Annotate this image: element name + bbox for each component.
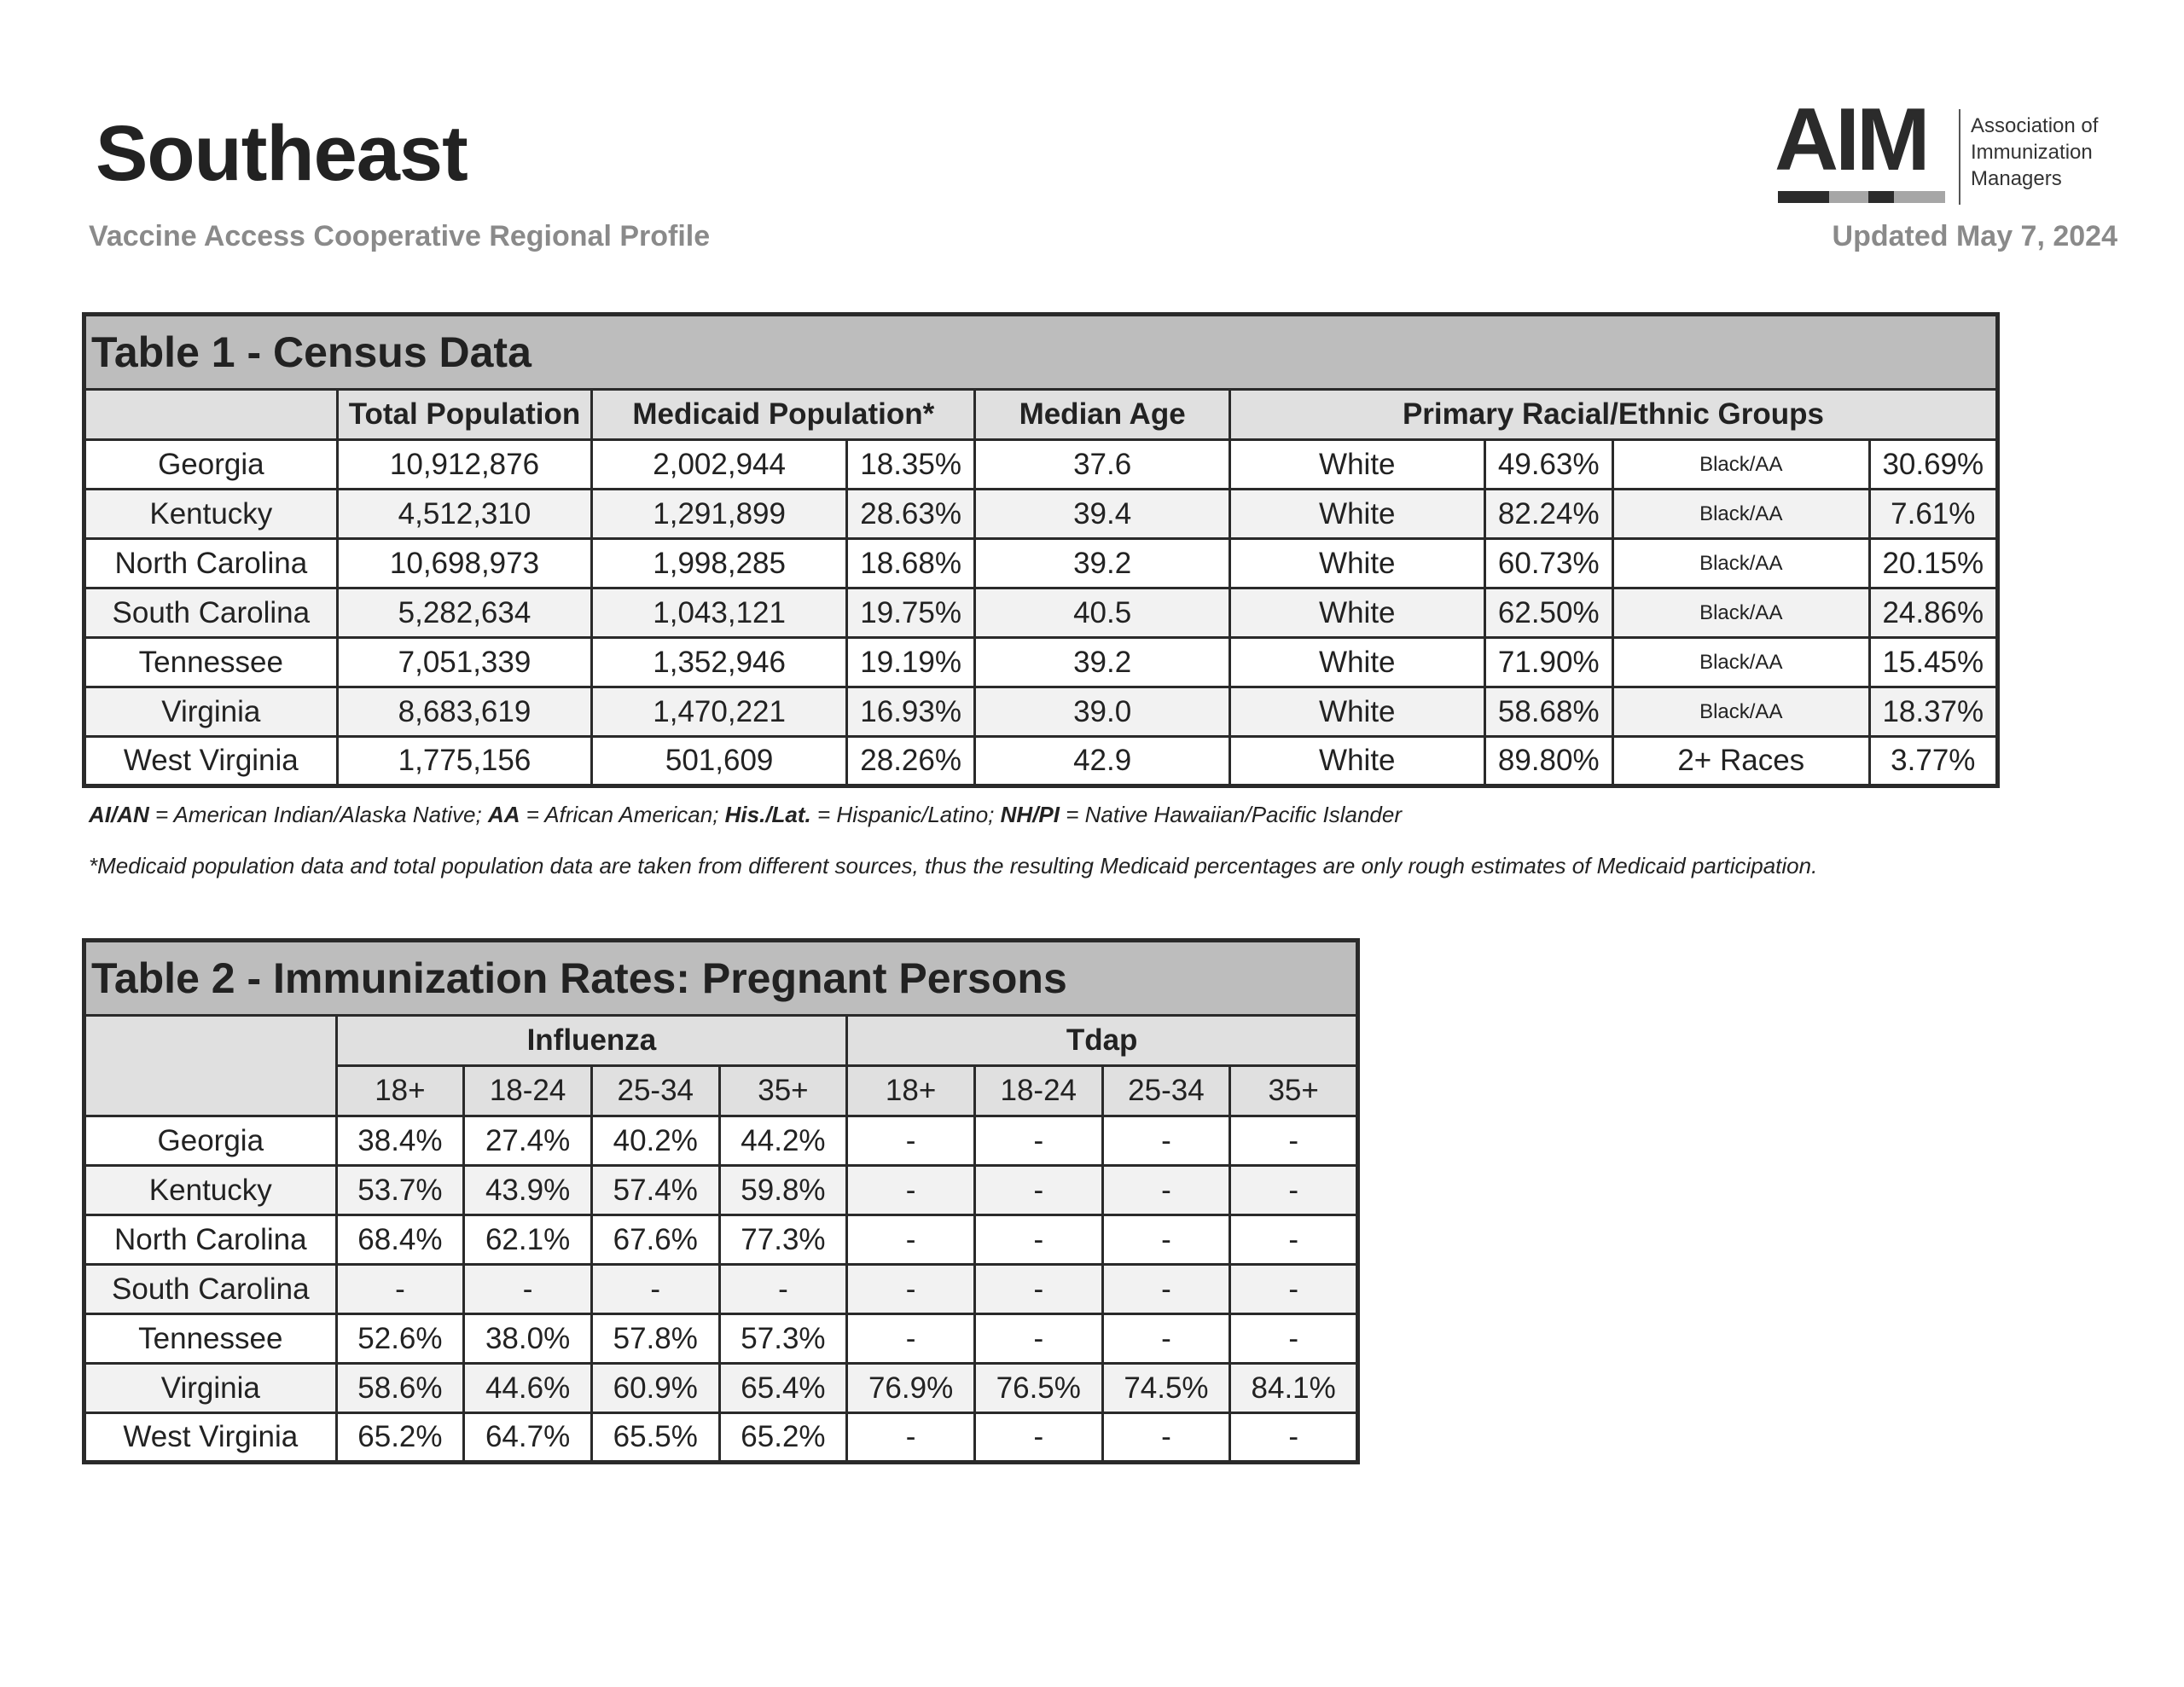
medicaid-population-cell: 1,291,899 xyxy=(592,490,847,539)
influenza-cell: 53.7% xyxy=(336,1166,464,1215)
table-row xyxy=(84,1364,1358,1413)
table-row xyxy=(84,1116,1358,1166)
table-row xyxy=(84,687,1998,737)
group2-percent-cell: 15.45% xyxy=(1869,638,1997,687)
influenza-cell: 77.3% xyxy=(719,1215,847,1265)
census-table-title: Table 1 - Census Data xyxy=(84,315,1998,390)
census-table xyxy=(82,312,2000,788)
medicaid-percent-cell: 28.63% xyxy=(846,490,974,539)
table-row xyxy=(84,737,1998,786)
total-population-cell: 1,775,156 xyxy=(337,737,592,786)
influenza-cell: 52.6% xyxy=(336,1314,464,1364)
legend-abbr: AI/AN xyxy=(89,802,149,827)
group2-percent-cell: 24.86% xyxy=(1869,588,1997,638)
influenza-cell: 44.6% xyxy=(464,1364,592,1413)
influenza-cell: 68.4% xyxy=(336,1215,464,1265)
influenza-cell: 65.5% xyxy=(591,1413,719,1463)
median-age-cell: 37.6 xyxy=(975,440,1230,490)
influenza-cell: 67.6% xyxy=(591,1215,719,1265)
age-group-header: 35+ xyxy=(1230,1066,1358,1116)
group2-percent-cell: 7.61% xyxy=(1869,490,1997,539)
medicaid-percent-cell: 18.35% xyxy=(846,440,974,490)
logo-letters: AIM xyxy=(1774,90,1927,189)
influenza-cell: 57.4% xyxy=(591,1166,719,1215)
group1-percent-cell: 60.73% xyxy=(1484,539,1612,588)
logo-text-line: Managers xyxy=(1971,167,2062,190)
age-group-header: 25-34 xyxy=(591,1066,719,1116)
medicaid-percent-cell: 18.68% xyxy=(846,539,974,588)
age-group-header: 35+ xyxy=(719,1066,847,1116)
tdap-cell: - xyxy=(1102,1413,1230,1463)
logo-bar-segment xyxy=(1894,191,1945,203)
age-group-header: 18-24 xyxy=(464,1066,592,1116)
state-cell: West Virginia xyxy=(84,737,338,786)
state-cell: Tennessee xyxy=(84,638,338,687)
table-row xyxy=(84,1413,1358,1463)
influenza-cell: 65.2% xyxy=(336,1413,464,1463)
group1-percent-cell: 71.90% xyxy=(1484,638,1612,687)
tdap-cell: - xyxy=(974,1215,1102,1265)
group2-cell: Black/AA xyxy=(1612,638,1869,687)
logo-text-line: Immunization xyxy=(1971,141,2093,164)
updated-date: Updated May 7, 2024 xyxy=(1832,220,2117,252)
influenza-cell: 64.7% xyxy=(464,1413,592,1463)
tdap-cell: - xyxy=(974,1413,1102,1463)
table-row xyxy=(84,440,1998,490)
table-row xyxy=(84,1265,1358,1314)
legend-def: = Hispanic/Latino; xyxy=(810,802,1001,827)
group1-cell: White xyxy=(1229,588,1484,638)
age-group-header: 18-24 xyxy=(974,1066,1102,1116)
census-header-total-population: Total Population xyxy=(337,390,592,440)
median-age-cell: 39.2 xyxy=(975,539,1230,588)
influenza-cell: 38.0% xyxy=(464,1314,592,1364)
tdap-cell: - xyxy=(974,1265,1102,1314)
influenza-cell: 44.2% xyxy=(719,1116,847,1166)
group1-cell: White xyxy=(1229,539,1484,588)
table-row xyxy=(84,588,1998,638)
state-cell: North Carolina xyxy=(84,1215,337,1265)
influenza-cell: 27.4% xyxy=(464,1116,592,1166)
immunization-table-title: Table 2 - Immunization Rates: Pregnant Persons xyxy=(84,941,1358,1016)
medicaid-percent-cell: 19.19% xyxy=(846,638,974,687)
medicaid-percent-cell: 16.93% xyxy=(846,687,974,737)
total-population-cell: 8,683,619 xyxy=(337,687,592,737)
group2-cell: Black/AA xyxy=(1612,539,1869,588)
age-group-header: 25-34 xyxy=(1102,1066,1230,1116)
state-cell: Tennessee xyxy=(84,1314,337,1364)
influenza-cell: - xyxy=(591,1265,719,1314)
tdap-cell: - xyxy=(1102,1116,1230,1166)
logo-divider xyxy=(1959,109,1960,205)
influenza-cell: 65.2% xyxy=(719,1413,847,1463)
state-cell: Kentucky xyxy=(84,1166,337,1215)
tdap-cell: - xyxy=(1102,1314,1230,1364)
group1-cell: White xyxy=(1229,737,1484,786)
group2-cell: Black/AA xyxy=(1612,490,1869,539)
logo-text-line: Association of xyxy=(1971,114,2099,137)
table-row xyxy=(84,539,1998,588)
total-population-cell: 4,512,310 xyxy=(337,490,592,539)
logo-bar-segment xyxy=(1868,191,1894,203)
table-row xyxy=(84,490,1998,539)
tdap-cell: 76.9% xyxy=(847,1364,975,1413)
state-cell: South Carolina xyxy=(84,588,338,638)
median-age-cell: 39.2 xyxy=(975,638,1230,687)
page-subtitle: Vaccine Access Cooperative Regional Profile xyxy=(89,220,711,252)
tdap-cell: - xyxy=(847,1215,975,1265)
tdap-cell: 74.5% xyxy=(1102,1364,1230,1413)
tdap-cell: - xyxy=(1102,1166,1230,1215)
group2-percent-cell: 20.15% xyxy=(1869,539,1997,588)
state-cell: North Carolina xyxy=(84,539,338,588)
influenza-cell: 57.3% xyxy=(719,1314,847,1364)
group1-percent-cell: 49.63% xyxy=(1484,440,1612,490)
census-header-median-age: Median Age xyxy=(975,390,1230,440)
state-cell: Georgia xyxy=(84,1116,337,1166)
total-population-cell: 7,051,339 xyxy=(337,638,592,687)
state-cell: Kentucky xyxy=(84,490,338,539)
group1-cell: White xyxy=(1229,490,1484,539)
census-header-racial-groups: Primary Racial/Ethnic Groups xyxy=(1229,390,1997,440)
tdap-cell: 84.1% xyxy=(1230,1364,1358,1413)
legend-def: = Native Hawaiian/Pacific Islander xyxy=(1059,802,1403,827)
logo-bar-segment xyxy=(1778,191,1829,203)
influenza-cell: 38.4% xyxy=(336,1116,464,1166)
median-age-cell: 40.5 xyxy=(975,588,1230,638)
tdap-cell: - xyxy=(1230,1314,1358,1364)
tdap-cell: - xyxy=(847,1413,975,1463)
tdap-cell: - xyxy=(847,1116,975,1166)
logo-bar-segment xyxy=(1829,191,1868,203)
medicaid-population-cell: 1,352,946 xyxy=(592,638,847,687)
group2-cell: Black/AA xyxy=(1612,588,1869,638)
state-cell: Georgia xyxy=(84,440,338,490)
immunization-table xyxy=(82,938,1360,1464)
influenza-cell: 62.1% xyxy=(464,1215,592,1265)
tdap-header: Tdap xyxy=(847,1016,1358,1066)
logo-text xyxy=(1971,113,2098,192)
legend-def: = African American; xyxy=(520,802,725,827)
influenza-cell: 57.8% xyxy=(591,1314,719,1364)
influenza-cell: 43.9% xyxy=(464,1166,592,1215)
medicaid-percent-cell: 28.26% xyxy=(846,737,974,786)
tdap-cell: - xyxy=(1230,1215,1358,1265)
medicaid-population-cell: 2,002,944 xyxy=(592,440,847,490)
group2-percent-cell: 30.69% xyxy=(1869,440,1997,490)
median-age-cell: 39.0 xyxy=(975,687,1230,737)
group2-cell: Black/AA xyxy=(1612,687,1869,737)
influenza-cell: - xyxy=(719,1265,847,1314)
group1-percent-cell: 62.50% xyxy=(1484,588,1612,638)
table-row xyxy=(84,638,1998,687)
medicaid-footnote: *Medicaid population data and total population data are taken from different sources, thus the resulting Medicaid percentages are only rough estimates of Medicaid participation. xyxy=(89,853,1818,878)
aim-logo xyxy=(1774,90,2124,208)
group1-percent-cell: 82.24% xyxy=(1484,490,1612,539)
group1-cell: White xyxy=(1229,440,1484,490)
legend-abbr: His./Lat. xyxy=(724,802,811,827)
medicaid-percent-cell: 19.75% xyxy=(846,588,974,638)
tdap-cell: - xyxy=(847,1166,975,1215)
tdap-cell: - xyxy=(1230,1166,1358,1215)
influenza-cell: - xyxy=(336,1265,464,1314)
tdap-cell: - xyxy=(974,1166,1102,1215)
legend-abbr: NH/PI xyxy=(1000,802,1060,827)
tdap-cell: - xyxy=(1230,1413,1358,1463)
median-age-cell: 42.9 xyxy=(975,737,1230,786)
group2-cell: 2+ Races xyxy=(1612,737,1869,786)
group1-percent-cell: 58.68% xyxy=(1484,687,1612,737)
total-population-cell: 10,698,973 xyxy=(337,539,592,588)
immunization-header-state xyxy=(84,1016,337,1116)
influenza-cell: - xyxy=(464,1265,592,1314)
table-row xyxy=(84,1314,1358,1364)
state-cell: Virginia xyxy=(84,1364,337,1413)
tdap-cell: 76.5% xyxy=(974,1364,1102,1413)
legend-def: = American Indian/Alaska Native; xyxy=(148,802,488,827)
tdap-cell: - xyxy=(1230,1116,1358,1166)
medicaid-population-cell: 501,609 xyxy=(592,737,847,786)
age-group-header: 18+ xyxy=(847,1066,975,1116)
age-group-header: 18+ xyxy=(336,1066,464,1116)
state-cell: Virginia xyxy=(84,687,338,737)
group1-percent-cell: 89.80% xyxy=(1484,737,1612,786)
tdap-cell: - xyxy=(847,1314,975,1364)
table-row xyxy=(84,1215,1358,1265)
page-title: Southeast xyxy=(96,110,468,197)
medicaid-population-cell: 1,998,285 xyxy=(592,539,847,588)
influenza-cell: 60.9% xyxy=(591,1364,719,1413)
table-row xyxy=(84,1166,1358,1215)
influenza-cell: 40.2% xyxy=(591,1116,719,1166)
median-age-cell: 39.4 xyxy=(975,490,1230,539)
tdap-cell: - xyxy=(1102,1215,1230,1265)
group1-cell: White xyxy=(1229,638,1484,687)
state-cell: South Carolina xyxy=(84,1265,337,1314)
abbreviation-legend xyxy=(89,802,1402,828)
group2-percent-cell: 3.77% xyxy=(1869,737,1997,786)
group2-percent-cell: 18.37% xyxy=(1869,687,1997,737)
influenza-header: Influenza xyxy=(336,1016,847,1066)
tdap-cell: - xyxy=(1102,1265,1230,1314)
census-header-medicaid: Medicaid Population* xyxy=(592,390,975,440)
total-population-cell: 5,282,634 xyxy=(337,588,592,638)
tdap-cell: - xyxy=(974,1314,1102,1364)
influenza-cell: 59.8% xyxy=(719,1166,847,1215)
tdap-cell: - xyxy=(1230,1265,1358,1314)
tdap-cell: - xyxy=(974,1116,1102,1166)
medicaid-population-cell: 1,470,221 xyxy=(592,687,847,737)
influenza-cell: 65.4% xyxy=(719,1364,847,1413)
total-population-cell: 10,912,876 xyxy=(337,440,592,490)
group2-cell: Black/AA xyxy=(1612,440,1869,490)
tdap-cell: - xyxy=(847,1265,975,1314)
logo-bar xyxy=(1778,191,1945,203)
group1-cell: White xyxy=(1229,687,1484,737)
legend-abbr: AA xyxy=(487,802,520,827)
medicaid-population-cell: 1,043,121 xyxy=(592,588,847,638)
influenza-cell: 58.6% xyxy=(336,1364,464,1413)
state-cell: West Virginia xyxy=(84,1413,337,1463)
census-header-state xyxy=(84,390,338,440)
